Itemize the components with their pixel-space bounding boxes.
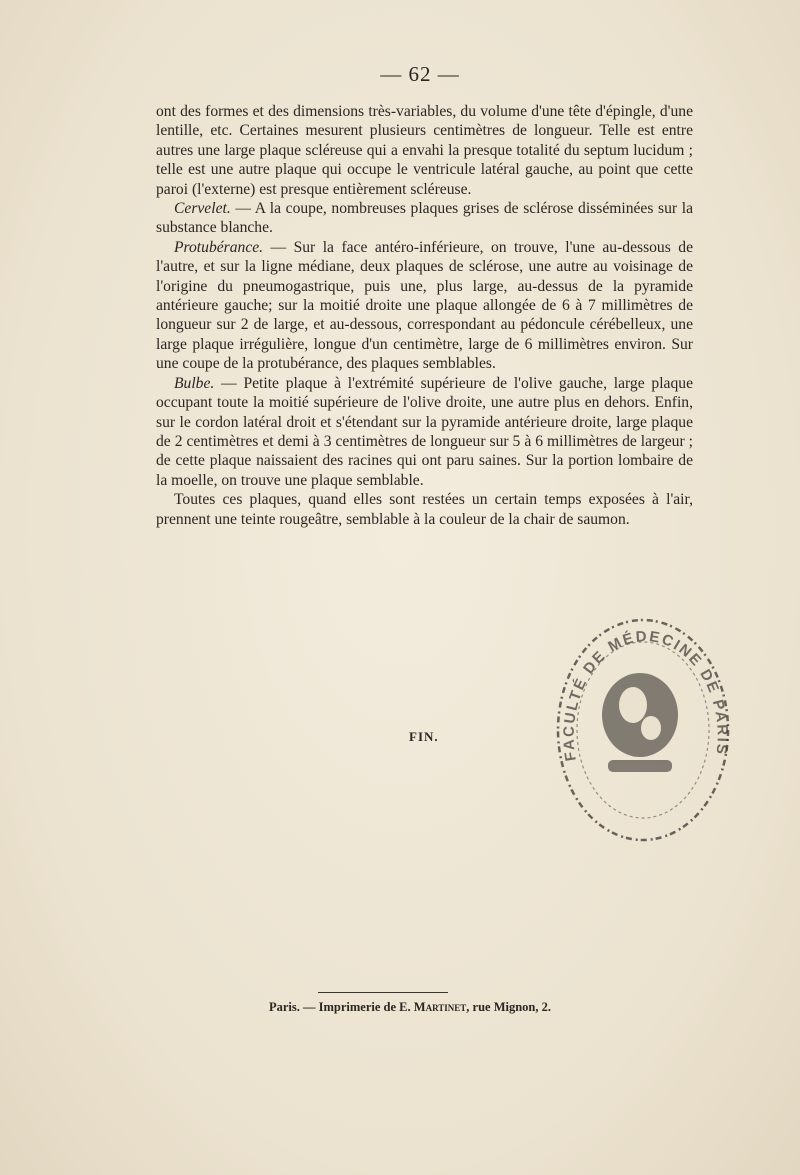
stamp-text: FACULTÉ DE MÉDECINE DE PARIS bbox=[560, 627, 731, 763]
paragraph-bulbe bbox=[156, 374, 693, 490]
paragraph-lead: Bulbe. bbox=[174, 374, 215, 392]
paragraph-text: ont des formes et des dimensions très-variables, du volume d'une tête d'épingle, d'une lentille, etc. Certaines mesurent plusieurs centimètres de longueur. Telle est entre autres une large plaque scléreuse qui a envahi la presque totalité du septum lucidum ; telle est une autre plaque qui occupe le ventricule latéral gauche, au point que cette paroi (l'externe) est presque entièrement scléreuse. bbox=[156, 103, 693, 198]
stamp-emblem bbox=[602, 673, 678, 772]
paragraph-text: — A la coupe, nombreuses plaques grises de sclérose disséminées sur la substance blanche. bbox=[156, 200, 693, 237]
paragraph-septum bbox=[156, 102, 693, 199]
library-stamp bbox=[548, 610, 738, 850]
paragraph-text: Toutes ces plaques, quand elles sont restées un certain temps exposées à l'air, prennent une teinte rougeâtre, semblable à la couleur de la chair de saumon. bbox=[156, 491, 693, 528]
imprint-rule bbox=[318, 992, 448, 993]
imprint-text: — Imprimerie de E. bbox=[299, 1000, 414, 1014]
paragraph-protuberance bbox=[156, 238, 693, 374]
imprint-line bbox=[0, 1000, 800, 1015]
paragraph-cervelet bbox=[156, 199, 693, 238]
imprint-printer: Martinet bbox=[413, 1000, 467, 1014]
paragraph-text: — Petite plaque à l'extrémité supérieure de l'olive gauche, large plaque occupant toute la moitié supérieure de l'olive droite, une autre plus en dehors. Enfin, sur le cordon latéral droit et s'étendant sur la pyramide antérieure droite, large plaque de 2 centimètres et demi à 3 centimètres de longueur sur 5 à 6 millimètres de largeur ; de cette plaque naissaient des racines qui ont paru saines. Sur la portion lombaire de la moelle, on trouve une plaque semblable. bbox=[156, 374, 693, 489]
fin-label: FIN. bbox=[409, 729, 439, 744]
paragraph-lead: Protubérance. bbox=[174, 238, 264, 256]
text-body bbox=[156, 102, 693, 529]
imprint-city: Paris. bbox=[268, 1000, 300, 1014]
paragraph-text: — Sur la face antéro-inférieure, on trouve, l'une au-dessous de l'autre, et sur la ligne médiane, deux plaques de sclérose, une autre au voisinage de l'origine du pneumogastrique, puis une, plus large, au-dessus de la pyramide antérieure gauche; sur la moitié droite une plaque allongée de 6 à 7 millimètres de longueur sur 2 de large, et au-dessous, correspondant au pédoncule cérébelleux, une large plaque irrégulière, longue d'un centimètre, large de 6 millimètres environ. Sur une coupe de la protubérance, des plaques semblables. bbox=[156, 238, 693, 373]
imprint-address: , rue Mignon, 2. bbox=[466, 1000, 551, 1014]
paragraph-lead: Cervelet. bbox=[174, 200, 231, 218]
page-number: — 62 — bbox=[380, 62, 460, 86]
paragraph-plaques bbox=[156, 490, 693, 529]
